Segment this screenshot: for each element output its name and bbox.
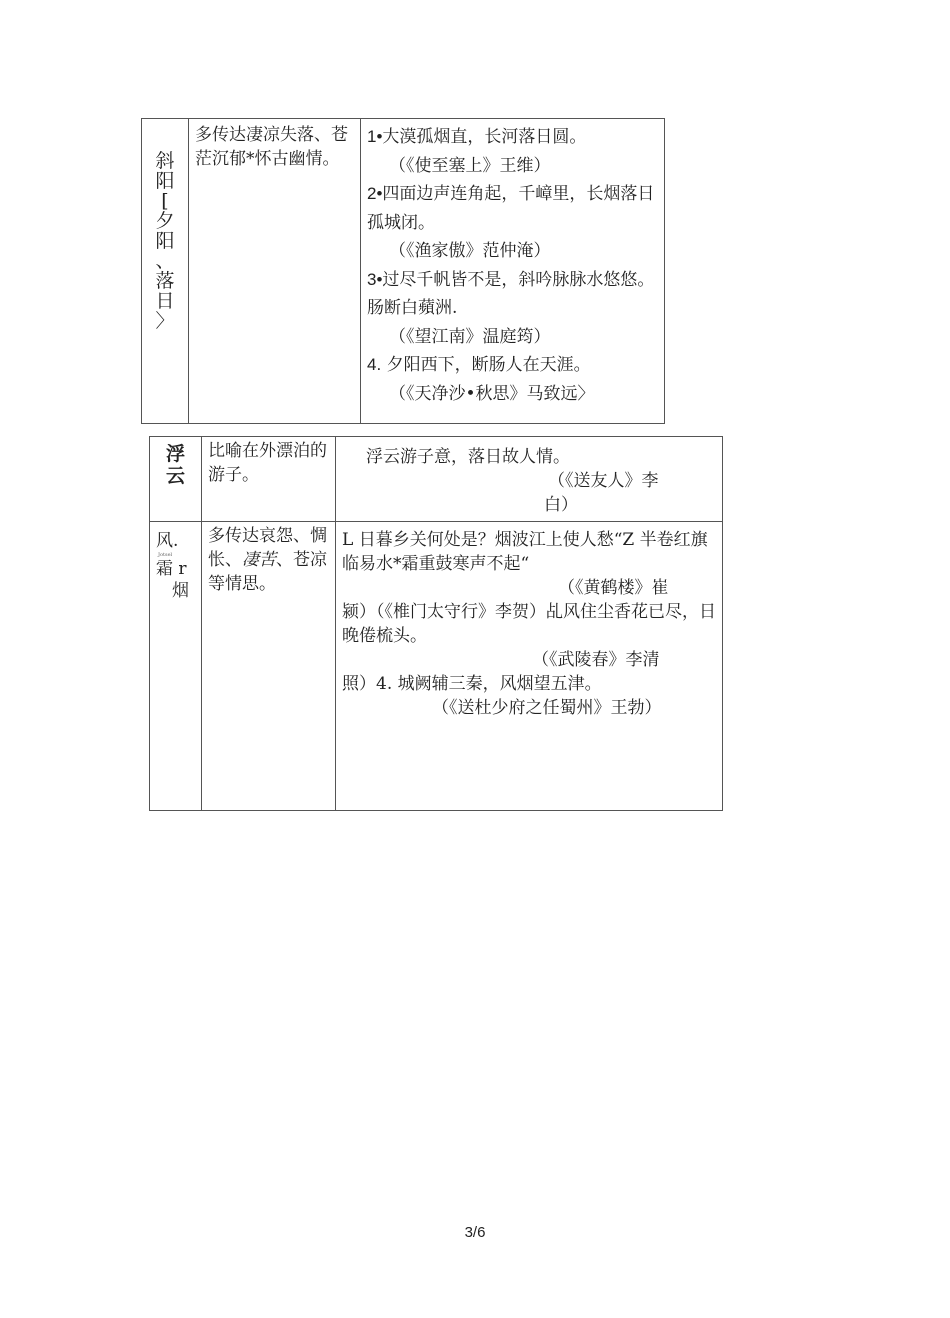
example-source: 白）	[544, 495, 578, 515]
meaning-cell	[202, 522, 336, 811]
table-row	[150, 522, 723, 811]
page-number: 3/6	[464, 1224, 486, 1241]
example-source: （《渔家傲》范仲淹）	[389, 241, 551, 261]
example-line: 4. 夕阳西下，断肠人在天涯。	[367, 355, 591, 375]
table-row	[142, 119, 665, 424]
example-source: （《望江南》温庭筠）	[389, 326, 551, 347]
meaning-cell	[189, 119, 361, 424]
table-row	[150, 437, 723, 522]
example-source: （《送友人》李	[548, 471, 659, 491]
term-cell	[150, 522, 202, 811]
example-line: 1•大漠孤烟直，长河落日圆。	[367, 127, 587, 147]
meaning-cell	[202, 437, 336, 522]
examples-cell	[361, 119, 665, 424]
term-cell	[150, 437, 202, 522]
term-vertical: 斜 阳 [ 夕 阳 、 落 日 〉	[155, 150, 175, 332]
term-text: 风. Jotsel 霜 r 烟	[156, 531, 189, 601]
table-xieyang	[141, 118, 665, 424]
meaning-text: 多传达哀怨、惆怅、凄苦、苍凉等情思。	[208, 526, 327, 594]
example-line: 浮云游子意，落日故人情。	[366, 447, 570, 467]
table-fuyun-fengyan	[149, 436, 723, 811]
meaning-text: 比喻在外漂泊的游子。	[208, 441, 327, 485]
example-source: （《天净沙•秋思》马致远〉	[389, 383, 595, 404]
meaning-text: 多传达凄凉失落、苍茫沉郁*怀古幽情。	[195, 125, 348, 169]
examples-cell	[336, 522, 723, 811]
examples-text: L 日暮乡关何处是？烟波江上使人愁“Z 半卷红旗临易水*霜重鼓寒声不起“ （《黄鹤楼》崔 颍）（《椎门太守行》李贺）乩风住尘香花已尽，日晚倦梳头。 （《武陵春》李清 照）4. 城阙辅三秦，风烟望五津。 （《送杜少府之任蜀州》王勃）	[342, 530, 716, 718]
example-source: （《使至塞上》王维）	[389, 155, 551, 176]
term-cell	[142, 119, 189, 424]
example-line: 2•四面边声连角起，千嶂里，长烟落日孤城闭。	[367, 184, 655, 233]
examples-cell	[336, 437, 723, 522]
term-vertical: 浮 云	[165, 443, 185, 487]
examples-list	[361, 119, 664, 408]
example-line: 3•过尽千帆皆不是，斜吟脉脉水悠悠。肠断白蘋洲.	[367, 269, 655, 318]
